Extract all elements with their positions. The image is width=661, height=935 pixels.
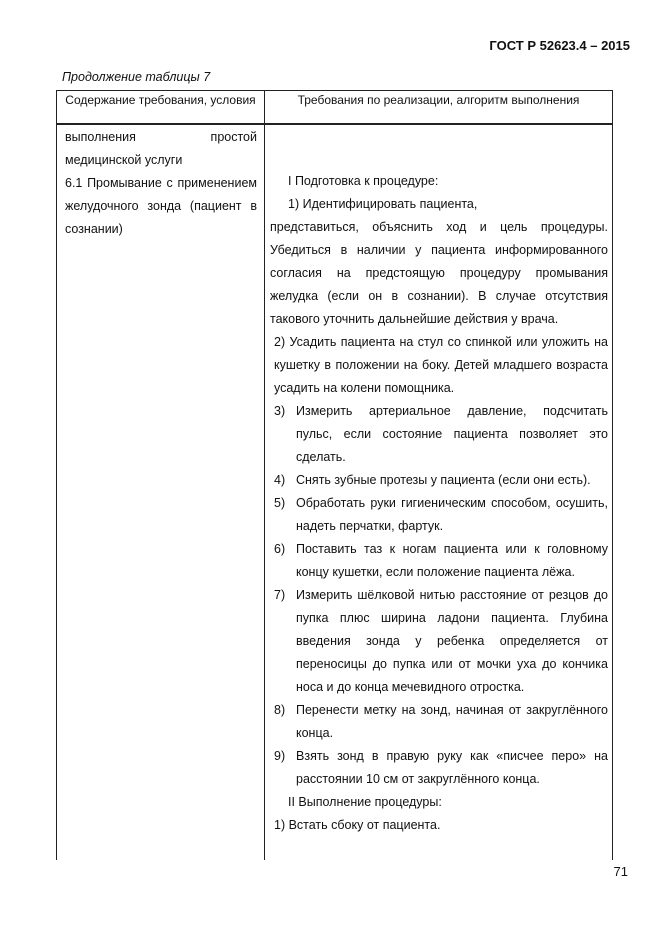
step-item bbox=[270, 538, 608, 584]
requirement-column bbox=[65, 126, 257, 241]
standard-code: ГОСТ Р 52623.4 – 2015 bbox=[489, 38, 630, 53]
table-continuation-caption: Продолжение таблицы 7 bbox=[62, 70, 211, 84]
execution-step-1: 1) Встать сбоку от пациента. bbox=[274, 818, 441, 832]
section-execution-heading: II Выполнение процедуры: bbox=[288, 795, 442, 809]
step-1-continuation: представиться, объяснить ход и цель процедуры. Убедиться в наличии у пациента информированного согласия на предстоящую процедуру промывания желудка (если он в сознании). В случае отсутствия такового уточнить дальнейшие действия у врача. bbox=[270, 220, 608, 326]
column-divider bbox=[264, 91, 265, 860]
step-text: Перенести метку на зонд, начиная от закруглённого конца. bbox=[296, 703, 608, 740]
step-number: 9) bbox=[274, 749, 286, 763]
header-separator bbox=[57, 123, 612, 125]
requirement-prev-text: выполнения простой медицинской услуги bbox=[65, 130, 257, 167]
step-text: Измерить шёлковой нитью расстояние от резцов до пупка плюс ширина ладони пациента. Глубина введения зонда у ребенка определяется от переносицы до пупка или от мочки уха до кончика носа и до конца мечевидного отростка. bbox=[296, 588, 608, 694]
step-text: Измерить артериальное давление, подсчитать пульс, если состояние пациента позволяет это сделать. bbox=[296, 404, 608, 464]
requirements-table bbox=[56, 90, 613, 860]
step-text: Поставить таз к ногам пациента или к головному концу кушетки, если положение пациента лёжа. bbox=[296, 542, 608, 579]
column-header-requirement: Содержание требования, условия bbox=[65, 93, 256, 107]
step-item bbox=[270, 699, 608, 745]
step-2: 2) Усадить пациента на стул со спинкой или уложить на кушетку в положении на боку. Детей младшего возраста усадить на колени помощника. bbox=[274, 335, 608, 395]
step-number: 7) bbox=[274, 588, 286, 602]
step-item bbox=[270, 469, 608, 492]
step-1-first-line: 1) Идентифицировать пациента, bbox=[288, 197, 478, 211]
step-item bbox=[270, 745, 608, 791]
column-header-implementation: Требования по реализации, алгоритм выполнения bbox=[297, 93, 580, 107]
step-number: 5) bbox=[274, 496, 286, 510]
section-preparation-heading: I Подготовка к процедуре: bbox=[288, 174, 439, 188]
requirement-item-6-1: 6.1 Промывание с применением желудочного зонда (пациент в сознании) bbox=[65, 176, 257, 236]
step-number: 3) bbox=[274, 404, 286, 418]
step-item bbox=[270, 584, 608, 699]
step-text: Взять зонд в правую руку как «писчее перо» на расстоянии 10 см от закруглённого конца. bbox=[296, 749, 608, 786]
step-number: 6) bbox=[274, 542, 286, 556]
step-item bbox=[270, 400, 608, 469]
page-number: 71 bbox=[613, 864, 628, 879]
step-item bbox=[270, 492, 608, 538]
implementation-column bbox=[270, 170, 608, 837]
step-text: Обработать руки гигиеническим способом, осушить, надеть перчатки, фартук. bbox=[296, 496, 608, 533]
step-number: 8) bbox=[274, 703, 286, 717]
step-number: 4) bbox=[274, 473, 286, 487]
steps-list bbox=[270, 400, 608, 791]
step-text: Снять зубные протезы у пациента (если они есть). bbox=[296, 473, 591, 487]
